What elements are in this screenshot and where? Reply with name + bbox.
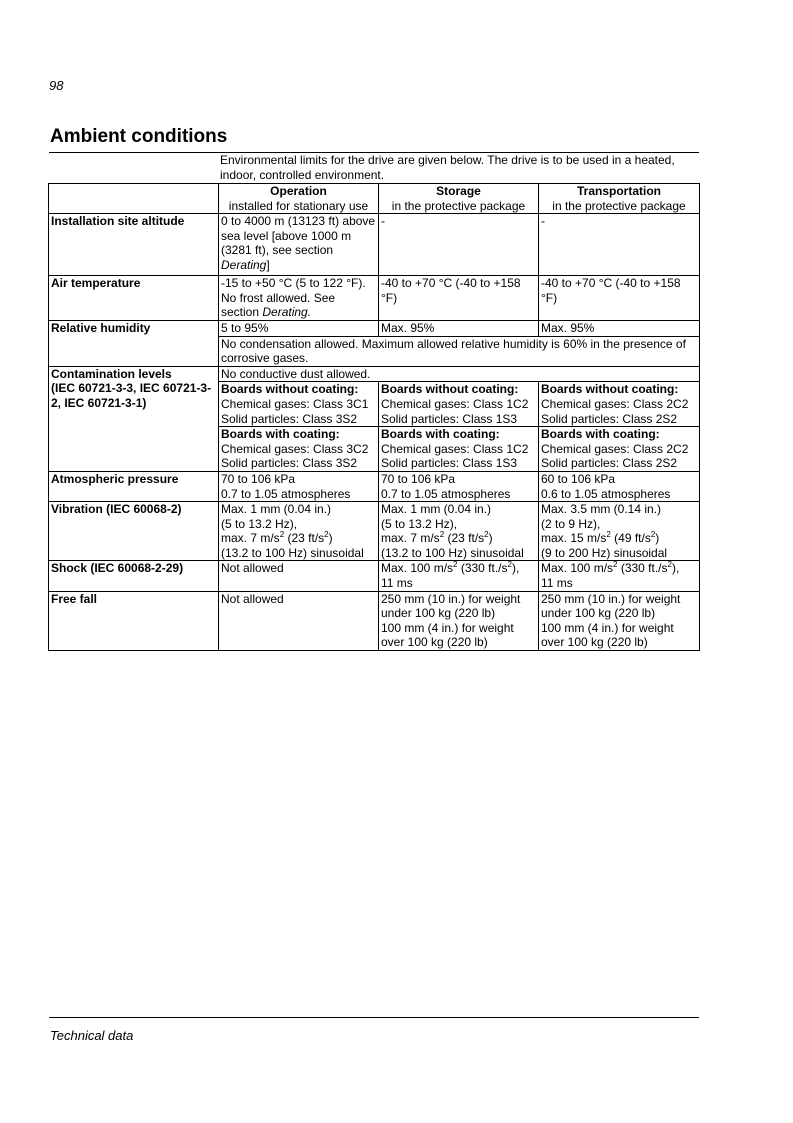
- air-temp-storage: -40 to +70 °C (-40 to +158 °F): [379, 276, 539, 321]
- air-temp-label: Air temperature: [49, 276, 219, 321]
- pressure-operation: [219, 471, 379, 501]
- shock-storage-line1: [381, 561, 536, 576]
- superscript: 2: [650, 530, 656, 540]
- free-fall-storage-line1: 250 mm (10 in.) for weight: [381, 591, 521, 606]
- row-pressure: [49, 471, 700, 501]
- header-operation-sub: installed for stationary use: [228, 198, 369, 213]
- storage-coating-gases: Chemical gases: Class 1C2: [381, 441, 529, 456]
- free-fall-transport: [539, 591, 700, 650]
- humidity-label: Relative humidity: [49, 320, 219, 336]
- contamination-op-no-coating: [219, 382, 379, 427]
- transport-no-coating-gases: Chemical gases: Class 2C2: [541, 396, 689, 411]
- header-operation: [219, 184, 379, 214]
- storage-no-coating-particles: Solid particles: Class 1S3: [381, 411, 518, 426]
- altitude-transport: -: [539, 214, 700, 276]
- pressure-transport-kpa: 60 to 106 kPa: [541, 471, 616, 486]
- coating-title: Boards with coating:: [381, 427, 500, 442]
- free-fall-storage: [379, 591, 539, 650]
- vibration-op-line2: (5 to 13.2 Hz),: [221, 516, 298, 531]
- humidity-storage: Max. 95%: [379, 320, 539, 336]
- superscript: 2: [324, 530, 329, 540]
- shock-operation: Not allowed: [219, 561, 379, 591]
- page-number: 98: [49, 78, 64, 93]
- row-vibration: [49, 502, 700, 561]
- vibration-storage-line3: [381, 531, 536, 546]
- shock-transport-accel-ft: (330 ft./s: [617, 561, 668, 576]
- transport-no-coating-particles: Solid particles: Class 2S2: [541, 411, 678, 426]
- storage-coating-particles: Solid particles: Class 1S3: [381, 456, 518, 471]
- row-humidity-note: [49, 336, 700, 366]
- humidity-operation: 5 to 95%: [219, 320, 379, 336]
- free-fall-operation: Not allowed: [219, 591, 379, 650]
- vibration-transport-line1: Max. 3.5 mm (0.14 in.): [541, 502, 662, 517]
- vibration-transport-accel-ft: (49 ft/s: [610, 531, 651, 546]
- row-shock: [49, 561, 700, 591]
- superscript: 2: [507, 560, 512, 570]
- row-air-temperature: [49, 276, 700, 321]
- intro-text: Environmental limits for the drive are given below. The drive is to be used in a heated, indoor, controlled environment.: [220, 153, 675, 182]
- superscript: 2: [439, 530, 445, 540]
- header-transport: [539, 184, 700, 214]
- vibration-transport-line2: (2 to 9 Hz),: [541, 516, 601, 531]
- header-operation-title: Operation: [270, 184, 327, 198]
- pressure-storage-kpa: 70 to 106 kPa: [381, 471, 456, 486]
- transport-coating-particles: Solid particles: Class 2S2: [541, 456, 678, 471]
- air-temp-op-ref: Derating.: [262, 305, 312, 320]
- no-coating-title: Boards without coating:: [381, 382, 519, 397]
- row-humidity: [49, 320, 700, 336]
- vibration-storage-line4: (13.2 to 100 Hz) sinusoidal: [381, 545, 524, 560]
- altitude-op-ref: Derating: [221, 257, 267, 272]
- header-row: [49, 184, 700, 214]
- header-storage-sub: in the protective package: [391, 198, 526, 213]
- shock-storage-accel: Max. 100 m/s: [381, 561, 454, 576]
- vibration-storage-accel-ft: (23 ft/s: [444, 531, 485, 546]
- free-fall-transport-line1: 250 mm (10 in.) for weight: [541, 591, 681, 606]
- vibration-label: Vibration (IEC 60068-2): [49, 502, 219, 561]
- vibration-storage-line2: (5 to 13.2 Hz),: [381, 516, 458, 531]
- vibration-storage: [379, 502, 539, 561]
- altitude-storage: -: [379, 214, 539, 276]
- row-free-fall: [49, 591, 700, 650]
- contamination-transport-no-coating: [539, 382, 700, 427]
- air-temp-operation: [219, 276, 379, 321]
- contamination-transport-coating: [539, 427, 700, 472]
- pressure-storage: [379, 471, 539, 501]
- transport-coating-gases: Chemical gases: Class 2C2: [541, 441, 689, 456]
- pressure-op-atm: 0.7 to 1.05 atmospheres: [221, 486, 351, 501]
- section-title: Ambient conditions: [50, 126, 228, 147]
- pressure-label: Atmospheric pressure: [49, 471, 219, 501]
- vibration-storage-line1: Max. 1 mm (0.04 in.): [381, 502, 492, 517]
- contamination-label-2: (IEC 60721-3-3, IEC 60721-3-2, IEC 60721-3-1): [51, 381, 212, 410]
- ambient-conditions-table: [48, 183, 700, 651]
- pressure-transport-atm: 0.6 to 1.05 atmospheres: [541, 486, 671, 501]
- vibration-storage-close: ): [488, 531, 493, 546]
- coating-title: Boards with coating:: [221, 427, 340, 442]
- air-temp-transport: -40 to +70 °C (-40 to +158 °F): [539, 276, 700, 321]
- pressure-storage-atm: 0.7 to 1.05 atmospheres: [381, 486, 511, 501]
- free-fall-storage-line2: under 100 kg (220 lb): [381, 606, 496, 621]
- op-coating-gases: Chemical gases: Class 3C2: [221, 441, 369, 456]
- free-fall-storage-line4: over 100 kg (220 lb): [381, 635, 488, 650]
- vibration-op-line4: (13.2 to 100 Hz) sinusoidal: [221, 545, 364, 560]
- contamination-storage-coating: [379, 427, 539, 472]
- altitude-label: Installation site altitude: [49, 214, 219, 276]
- shock-transport-line1: [541, 561, 697, 576]
- op-coating-particles: Solid particles: Class 3S2: [221, 456, 358, 471]
- vibration-operation: [219, 502, 379, 561]
- footer-rule: [49, 1017, 699, 1018]
- vibration-storage-accel: max. 7 m/s: [381, 531, 440, 546]
- free-fall-transport-line3: 100 mm (4 in.) for weight: [541, 620, 674, 635]
- shock-label: Shock (IEC 60068-2-29): [49, 561, 219, 591]
- humidity-transport: Max. 95%: [539, 320, 700, 336]
- vibration-op-line3: [221, 531, 376, 546]
- header-transport-title: Transportation: [576, 184, 661, 198]
- vibration-transport-accel: max. 15 m/s: [541, 531, 607, 546]
- superscript: 2: [606, 530, 611, 540]
- superscript: 2: [453, 560, 458, 570]
- shock-storage-line2: 11 ms: [381, 576, 413, 591]
- superscript: 2: [484, 530, 489, 540]
- vibration-transport: [539, 502, 700, 561]
- contamination-note: No conductive dust allowed.: [219, 366, 700, 382]
- contamination-label-1: Contamination levels: [51, 366, 172, 381]
- contamination-op-coating: [219, 427, 379, 472]
- header-storage: [379, 184, 539, 214]
- shock-storage-close: ),: [511, 561, 520, 576]
- shock-storage-accel-ft: (330 ft./s: [457, 561, 508, 576]
- contamination-storage-no-coating: [379, 382, 539, 427]
- op-no-coating-gases: Chemical gases: Class 3C1: [221, 396, 369, 411]
- pressure-op-kpa: 70 to 106 kPa: [221, 471, 296, 486]
- vibration-op-close: ): [328, 531, 333, 546]
- humidity-note: No condensation allowed. Maximum allowed relative humidity is 60% in the presence of corrosive gases.: [219, 336, 700, 366]
- vibration-op-line1: Max. 1 mm (0.04 in.): [221, 502, 332, 517]
- vibration-transport-close: ): [655, 531, 660, 546]
- vibration-transport-line4: (9 to 200 Hz) sinusoidal: [541, 545, 668, 560]
- free-fall-storage-line3: 100 mm (4 in.) for weight: [381, 620, 514, 635]
- altitude-op-end: ]: [266, 257, 270, 272]
- superscript: 2: [613, 560, 618, 570]
- coating-title: Boards with coating:: [541, 427, 660, 442]
- contamination-label: [49, 366, 219, 471]
- op-no-coating-particles: Solid particles: Class 3S2: [221, 411, 358, 426]
- shock-transport-accel: Max. 100 m/s: [541, 561, 614, 576]
- pressure-transport: [539, 471, 700, 501]
- header-transport-sub: in the protective package: [552, 198, 686, 213]
- vibration-op-accel: max. 7 m/s: [221, 531, 280, 546]
- superscript: 2: [279, 530, 285, 540]
- shock-storage: [379, 561, 539, 591]
- footer-text: Technical data: [50, 1028, 134, 1043]
- altitude-op-text: 0 to 4000 m (13123 ft) above sea level [above 1000 m (3281 ft), see section: [221, 214, 376, 258]
- superscript: 2: [667, 560, 672, 570]
- air-temp-op-text: -15 to +50 °C (5 to 122 °F). No frost allowed. See section: [221, 276, 366, 320]
- vibration-op-accel-ft: (23 ft/s: [284, 531, 325, 546]
- no-coating-title: Boards without coating:: [541, 382, 679, 397]
- humidity-note-label-cell: [49, 336, 219, 366]
- vibration-transport-line3: [541, 531, 697, 546]
- shock-transport: [539, 561, 700, 591]
- free-fall-transport-line2: under 100 kg (220 lb): [541, 606, 656, 621]
- altitude-operation: [219, 214, 379, 276]
- shock-transport-close: ),: [671, 561, 680, 576]
- header-empty-cell: [49, 184, 219, 214]
- free-fall-transport-line4: over 100 kg (220 lb): [541, 635, 648, 650]
- row-contamination-note: [49, 366, 700, 382]
- storage-no-coating-gases: Chemical gases: Class 1C2: [381, 396, 529, 411]
- no-coating-title: Boards without coating:: [221, 382, 359, 397]
- shock-transport-line2: 11 ms: [541, 576, 573, 591]
- header-storage-title: Storage: [436, 184, 481, 198]
- free-fall-label: Free fall: [49, 591, 219, 650]
- row-altitude: [49, 214, 700, 276]
